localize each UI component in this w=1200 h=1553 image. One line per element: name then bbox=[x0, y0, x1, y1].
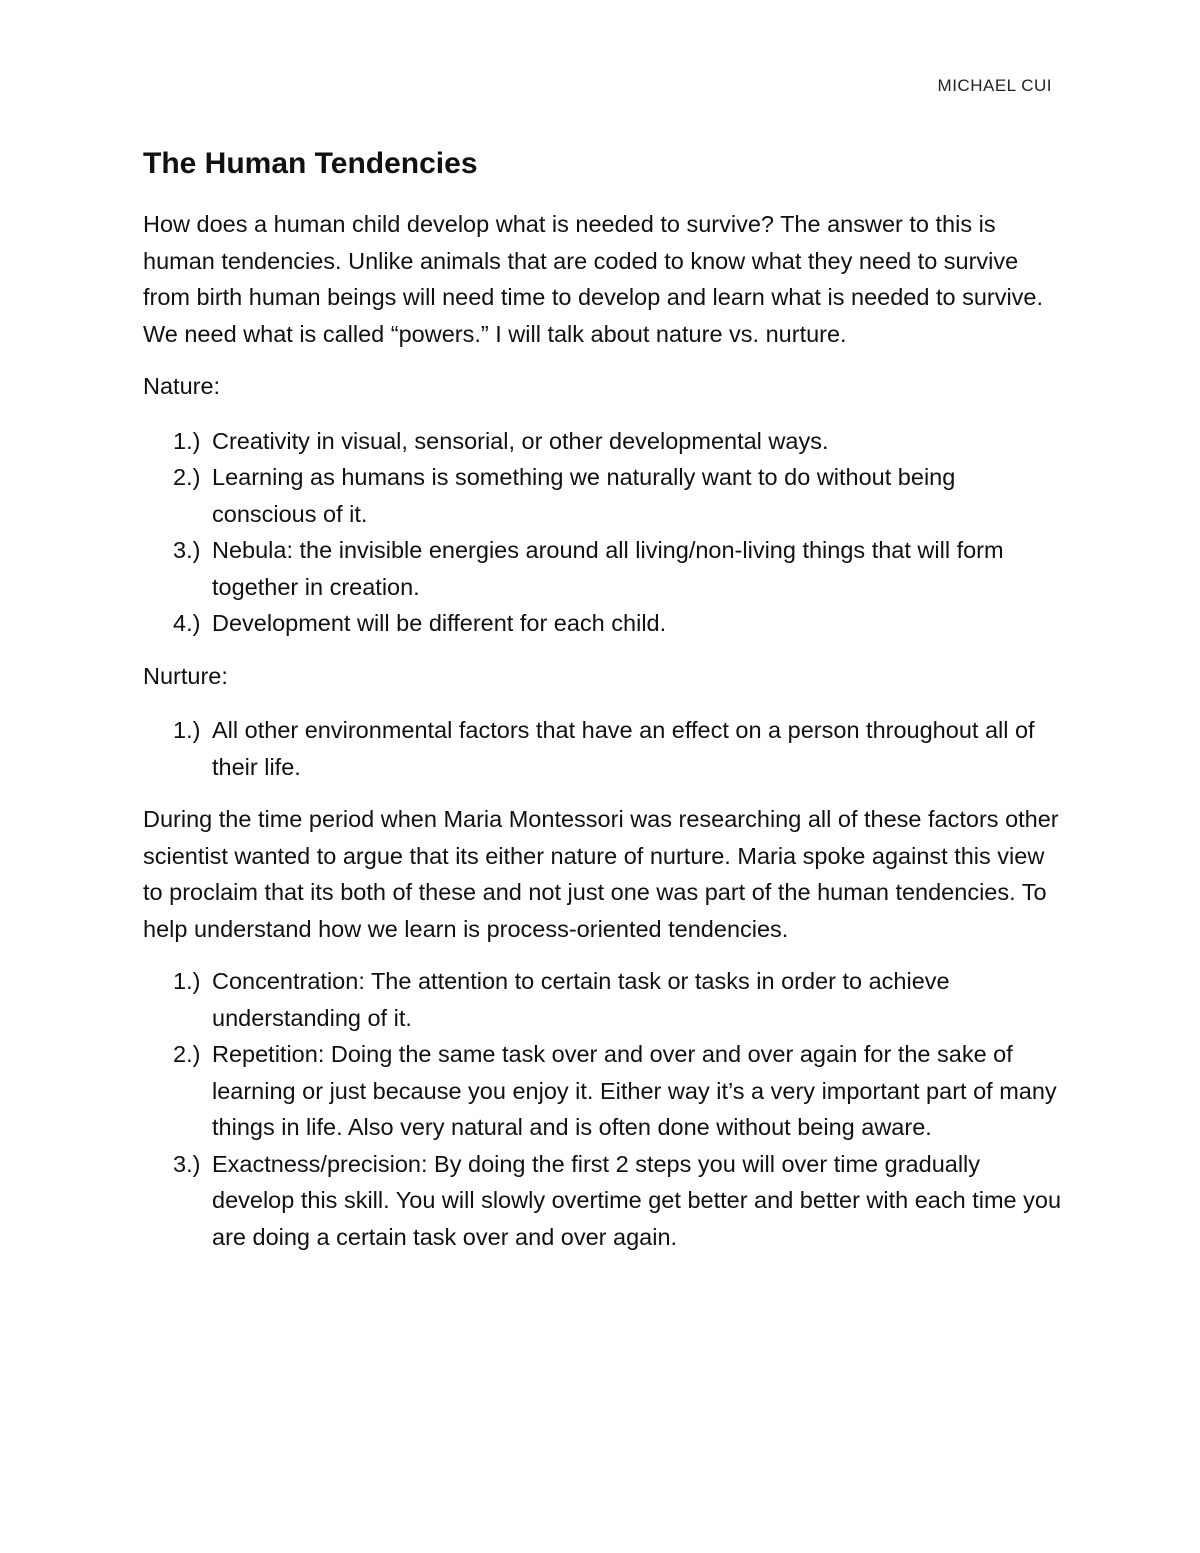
list-item bbox=[143, 1036, 1063, 1146]
list-item-text: Learning as humans is something we naturally want to do without being conscious of it. bbox=[212, 464, 956, 527]
list-number: 2.) bbox=[173, 464, 201, 490]
process-list bbox=[143, 963, 1063, 1255]
author-header: MICHAEL CUI bbox=[937, 76, 1052, 95]
list-item-text: Nebula: the invisible energies around all living/non-living things that will form together in creation. bbox=[212, 537, 1004, 600]
list-number: 4.) bbox=[173, 610, 201, 636]
list-number: 3.) bbox=[173, 1150, 201, 1177]
list-item-text: Concentration: The attention to certain task or tasks in order to achieve understanding of it. bbox=[212, 968, 950, 1031]
nurture-list bbox=[143, 712, 1063, 785]
list-number: 1.) bbox=[173, 427, 201, 454]
list-number: 2.) bbox=[173, 1041, 201, 1067]
montessori-paragraph: During the time period when Maria Montessori was researching all of these factors other scientist wanted to argue that its either nature of nurture. Maria spoke against this view to proclaim that its both of these and not just one was part of the human tendencies. To help understand how we learn is process-oriented tendencies. bbox=[143, 806, 1059, 942]
list-number: 1.) bbox=[173, 717, 201, 743]
intro-paragraph: How does a human child develop what is needed to survive? The answer to this is human tendencies. Unlike animals that are coded to know what they need to survive from birth human beings will need time to develop and learn what is needed to survive. We need what is called “powers.” I will talk about nature vs. nurture. bbox=[143, 211, 1044, 347]
list-item-text: All other environmental factors that have an effect on a person throughout all of their life. bbox=[212, 717, 1035, 780]
list-item bbox=[143, 712, 1063, 785]
nature-label: Nature: bbox=[143, 373, 221, 399]
list-number: 3.) bbox=[173, 537, 201, 563]
list-item-text: Repetition: Doing the same task over and over and over again for the sake of learning or just because you enjoy it. Either way it’s a very important part of many things in life. Also very natural and is often done without being aware. bbox=[212, 1041, 1057, 1140]
document-body bbox=[143, 140, 1063, 1271]
document-title: The Human Tendencies bbox=[143, 147, 478, 180]
list-item-text: Exactness/precision: By doing the first 2 steps you will over time gradually develop this skill. You will slowly overtime get better and better with each time you are doing a certain task over and over again. bbox=[212, 1150, 1062, 1250]
list-item-text: Development will be different for each child. bbox=[212, 610, 667, 636]
list-item bbox=[143, 459, 1063, 532]
list-item bbox=[143, 605, 1063, 642]
list-number: 1.) bbox=[173, 968, 201, 994]
nurture-label: Nurture: bbox=[143, 662, 228, 689]
list-item bbox=[143, 532, 1063, 605]
list-item bbox=[143, 963, 1063, 1036]
list-item bbox=[143, 423, 1063, 460]
list-item bbox=[143, 1146, 1063, 1256]
nature-list bbox=[143, 423, 1063, 642]
list-item-text: Creativity in visual, sensorial, or other developmental ways. bbox=[212, 427, 829, 454]
